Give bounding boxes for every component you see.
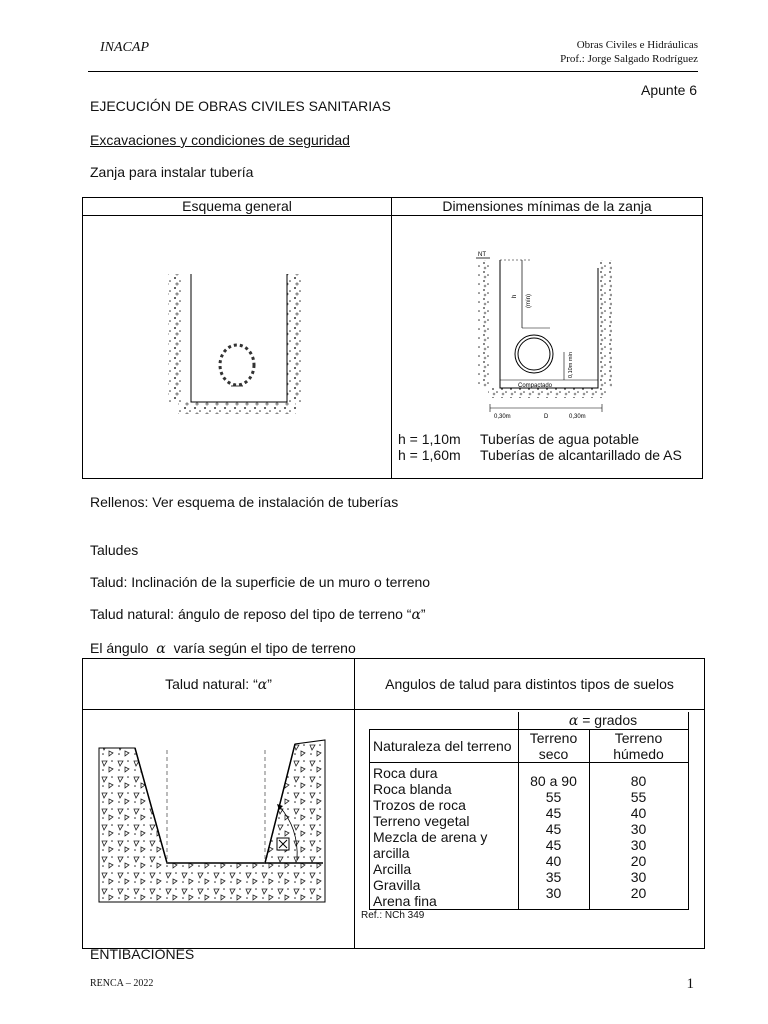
talud-definition: Talud: Inclinación de la superficie de un muro o terreno <box>90 574 431 590</box>
depth-row <box>398 431 702 447</box>
talud-header-text: Talud natural: “ <box>165 675 258 692</box>
nt-label: NT <box>478 252 486 258</box>
min-label: (mín) <box>526 294 532 308</box>
dry-value: 35 <box>545 869 562 885</box>
trench-general-diagram <box>83 216 391 475</box>
nature-header: Naturaleza del terreno <box>370 730 519 763</box>
col-header-dimensions: Dimensiones mínimas de la zanja <box>392 198 703 216</box>
compacted-label: Compactado <box>518 383 553 389</box>
trench-dimensions-diagram <box>392 216 702 431</box>
course-name: Obras Civiles e Hidráulicas <box>576 39 698 51</box>
col-header-general: Esquema general <box>83 198 392 216</box>
depth-desc: Tuberías de agua potable <box>480 431 640 447</box>
footer-left: RENCA – 2022 <box>90 978 154 989</box>
dry-value: 45 <box>545 837 562 853</box>
soil-item: Arcilla <box>373 861 412 877</box>
wet-value: 30 <box>630 869 647 885</box>
dry-value: 30 <box>545 885 562 901</box>
course-info <box>560 38 698 66</box>
dry-value: 45 <box>545 821 562 837</box>
talud-natural-definition <box>90 606 426 623</box>
right-margin-label: 0,30m <box>569 414 586 420</box>
soil-item: Roca dura <box>373 765 438 781</box>
left-margin-label: 0,30m <box>494 414 511 420</box>
section-excavations: Excavaciones y condiciones de seguridad <box>90 132 350 148</box>
wet-value: 55 <box>630 789 647 805</box>
wet-value: 20 <box>630 853 647 869</box>
soil-item: Trozos de roca <box>373 797 466 813</box>
alpha-symbol: α <box>257 676 268 693</box>
alpha-symbol: α <box>568 713 579 729</box>
wet-value: 40 <box>630 805 647 821</box>
h-label: h <box>512 294 518 298</box>
dry-value: 40 <box>545 853 562 869</box>
wet-value: 30 <box>630 837 647 853</box>
soil-item: Arena fina <box>373 893 437 909</box>
depth-row <box>398 447 702 463</box>
angle-text-post: varía según el tipo de terreno <box>173 640 356 656</box>
blank-cell <box>370 712 519 730</box>
rellenos-text: Rellenos: Ver esquema de instalación de tuberías <box>90 494 399 510</box>
dry-header: Terreno seco <box>518 730 589 763</box>
wet-value: 80 <box>630 773 647 789</box>
quote-close: ” <box>267 675 272 692</box>
alpha-symbol: α <box>411 607 421 623</box>
depth-value: h = 1,10m <box>398 431 461 447</box>
apunte-label: Apunte 6 <box>641 82 698 98</box>
alpha-symbol: α <box>156 641 166 657</box>
reference-note: Ref.: NCh 349 <box>361 910 425 921</box>
diameter-label: D <box>544 414 549 420</box>
angles-table <box>369 712 689 910</box>
trench-label: Zanja para instalar tubería <box>90 164 254 180</box>
angle-description <box>90 640 356 657</box>
quote-close: ” <box>420 606 426 622</box>
col-header-angles: Angulos de talud para distintos tipos de suelos <box>355 659 705 710</box>
dimensions-cell <box>392 216 703 479</box>
depth-desc: Tuberías de alcantarillado de AS <box>480 447 682 463</box>
dry-value: 55 <box>545 789 562 805</box>
clearance-label: 0,10m mín <box>568 352 574 378</box>
dry-value: 80 a 90 <box>530 773 577 789</box>
institution-name: INACAP <box>100 40 149 55</box>
natural-slope-diagram <box>83 710 354 945</box>
talud-natural-text: Talud natural: ángulo de reposo del tipo de terreno “ <box>90 606 412 622</box>
col-header-talud <box>83 659 355 710</box>
wet-values <box>589 763 688 910</box>
soil-item: Terreno vegetal <box>373 813 470 829</box>
dry-value: 45 <box>545 805 562 821</box>
soil-list <box>370 763 519 910</box>
soil-item: Roca blanda <box>373 781 452 797</box>
angles-table-cell <box>355 710 705 949</box>
wet-header: Terreno húmedo <box>589 730 688 763</box>
header-divider <box>88 71 698 72</box>
taludes-heading: Taludes <box>90 542 139 558</box>
depth-value: h = 1,60m <box>398 447 461 463</box>
general-scheme-cell <box>83 216 392 479</box>
wet-value: 20 <box>630 885 647 901</box>
dry-values <box>518 763 589 910</box>
page-number: 1 <box>686 976 694 992</box>
slope-table <box>82 658 705 949</box>
grados-header <box>518 712 688 730</box>
grados-label: = grados <box>582 712 638 728</box>
professor-name: Prof.: Jorge Salgado Rodríguez <box>560 53 698 65</box>
trench-table <box>82 197 703 479</box>
soil-item: Gravilla <box>373 877 421 893</box>
wet-value: 30 <box>630 821 647 837</box>
angle-text-pre: El ángulo <box>90 640 149 656</box>
entibaciones-heading: ENTIBACIONES <box>90 946 195 962</box>
slope-diagram-cell <box>83 710 355 949</box>
page-title: EJECUCIÓN DE OBRAS CIVILES SANITARIAS <box>90 98 391 114</box>
soil-item: Mezcla de arena y arcilla <box>373 829 488 861</box>
depth-list <box>392 431 702 463</box>
